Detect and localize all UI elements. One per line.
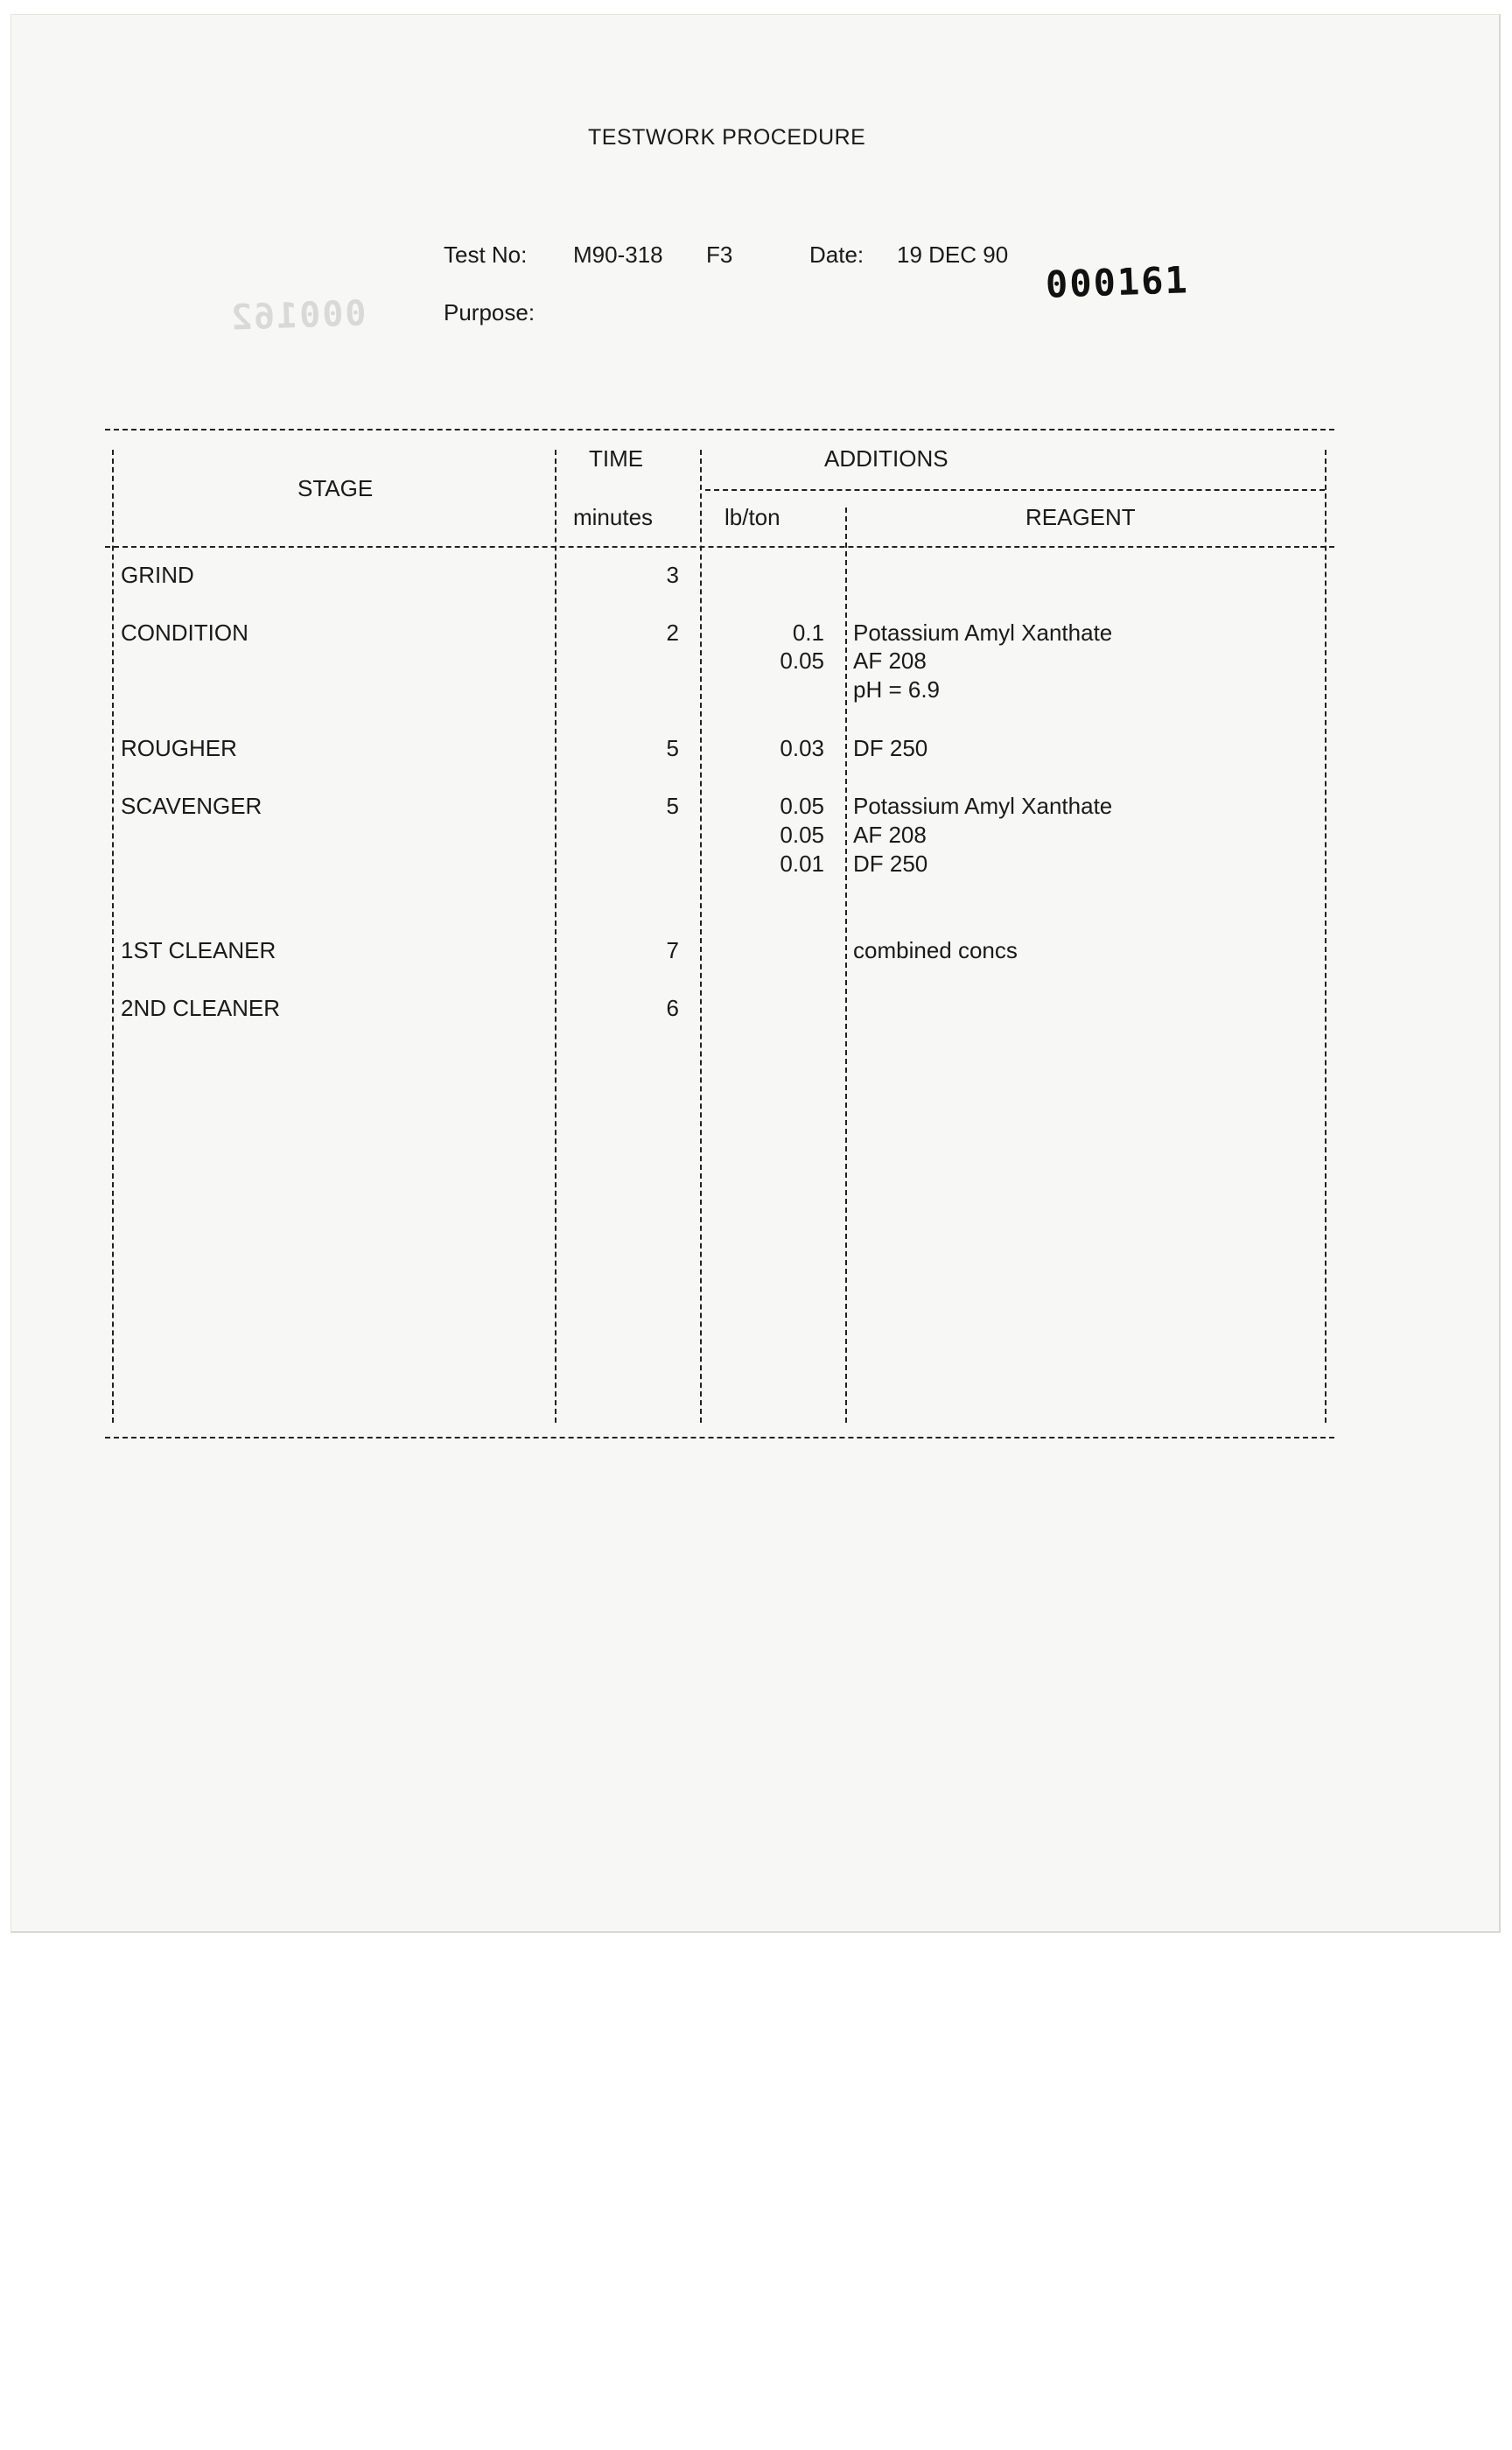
date-label: Date: [809, 242, 864, 268]
stage-cell: SCAVENGER [121, 793, 262, 819]
date-value: 19 DEC 90 [897, 242, 1009, 268]
time-cell: 5 [666, 735, 679, 761]
table-top-border [105, 429, 1334, 430]
header-stage: STAGE [298, 475, 374, 501]
header-additions: ADDITIONS [824, 445, 948, 472]
time-cell: 6 [666, 995, 679, 1021]
page-number-stamp: 000161 [1045, 258, 1190, 306]
additions-divider [705, 489, 1325, 491]
document-title: TESTWORK PROCEDURE [588, 125, 866, 150]
reagent-cell: DF 250 [853, 850, 928, 877]
reagent-cell: DF 250 [853, 735, 928, 761]
time-cell: 2 [666, 620, 679, 646]
table-left-border [112, 450, 114, 1423]
time-cell: 3 [666, 562, 679, 588]
bleed-through-stamp: 000162 [228, 293, 368, 339]
reagent-cell: combined concs [853, 937, 1018, 963]
time-additions-separator [700, 450, 702, 1423]
stage-time-separator [555, 450, 556, 1423]
header-time-unit: minutes [573, 504, 654, 530]
lbton-cell: 0.03 [780, 735, 824, 761]
lbton-cell: 0.01 [780, 850, 824, 877]
test-suffix: F3 [706, 242, 733, 268]
purpose-label: Purpose: [444, 299, 536, 326]
stage-cell: GRIND [121, 562, 194, 588]
lbton-reagent-separator [845, 508, 847, 1423]
test-no-value: M90-318 [573, 242, 663, 268]
test-no-label: Test No: [444, 242, 528, 268]
reagent-cell: AF 208 [853, 822, 927, 848]
stage-cell: 2ND CLEANER [121, 995, 281, 1021]
lbton-cell: 0.05 [780, 822, 824, 848]
reagent-cell: Potassium Amyl Xanthate [853, 793, 1113, 819]
lbton-cell: 0.1 [792, 620, 824, 646]
stage-cell: CONDITION [121, 620, 248, 646]
reagent-cell: AF 208 [853, 648, 927, 674]
table-bottom-border [105, 1437, 1334, 1438]
lbton-cell: 0.05 [780, 648, 824, 674]
reagent-cell: Potassium Amyl Xanthate [853, 620, 1113, 646]
stage-cell: ROUGHER [121, 735, 237, 761]
header-reagent: REAGENT [1026, 504, 1136, 530]
time-cell: 7 [666, 937, 679, 963]
header-bottom-border [105, 546, 1334, 548]
time-cell: 5 [666, 793, 679, 819]
lbton-cell: 0.05 [780, 793, 824, 819]
table-right-border [1325, 450, 1326, 1423]
header-time: TIME [589, 445, 644, 472]
stage-cell: 1ST CLEANER [121, 937, 276, 963]
reagent-cell: pH = 6.9 [853, 676, 941, 703]
header-lbton: lb/ton [724, 504, 780, 530]
